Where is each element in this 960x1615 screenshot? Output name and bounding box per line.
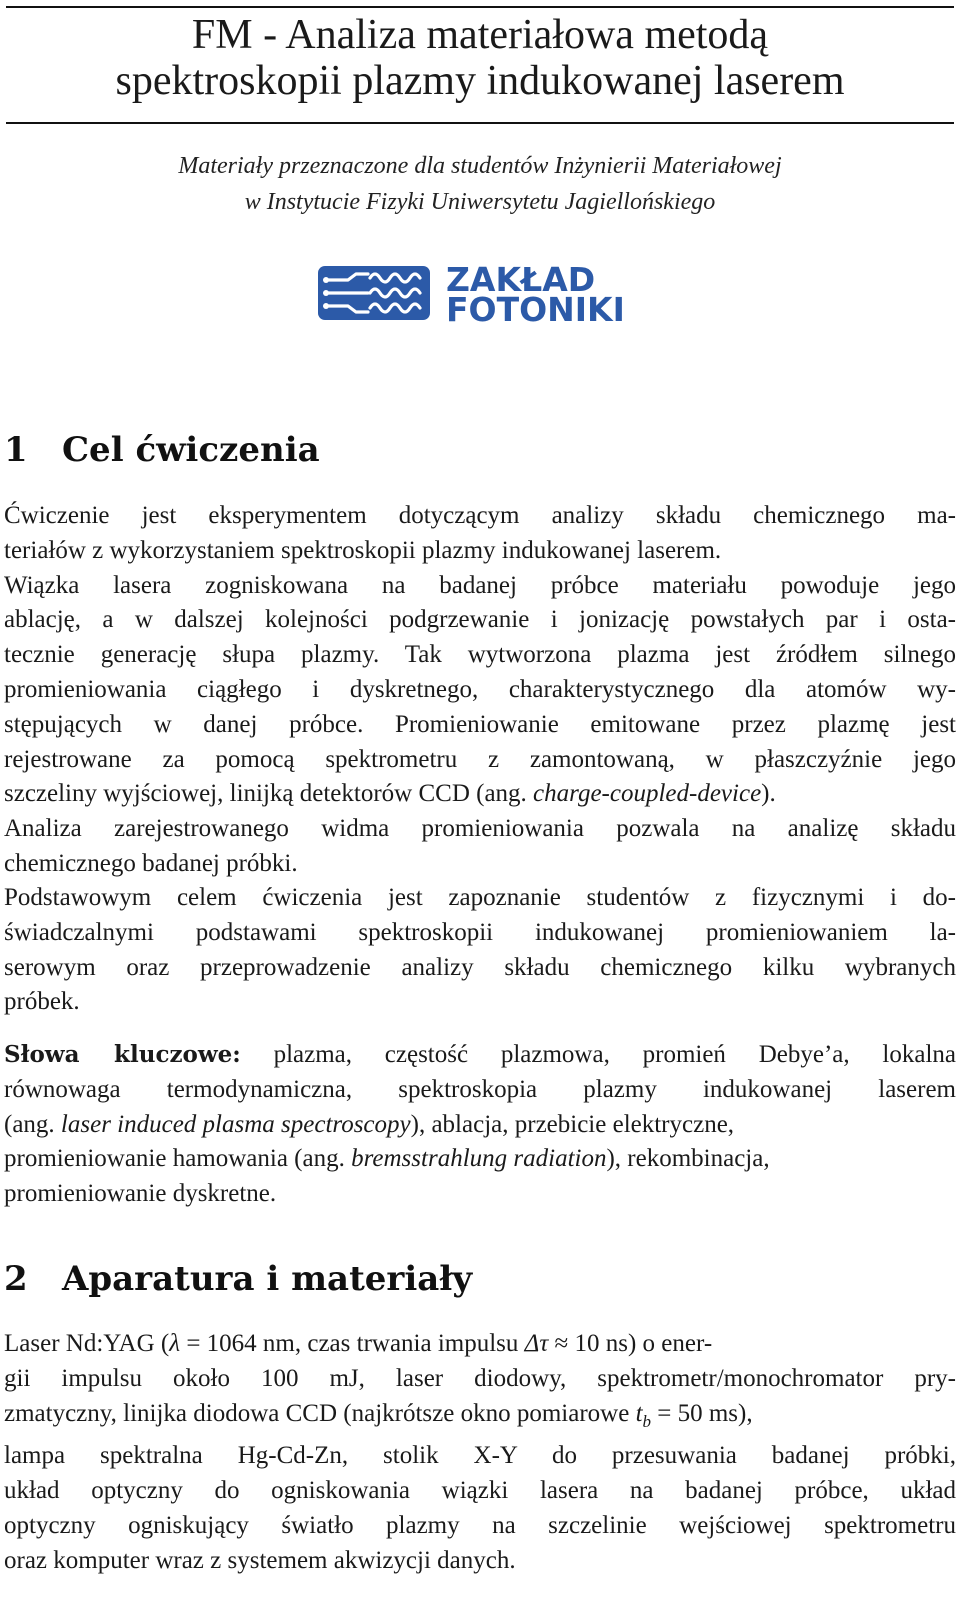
section-2-paragraph — [4, 1327, 956, 1579]
text-run: ). — [761, 780, 776, 808]
text-line: Podstawowym celem ćwiczenia jest zapoznanie studentów z fizycznymi i do- — [4, 884, 956, 911]
text-line: Ćwiczenie jest eksperymentem dotyczącym analizy składu chemicznego ma- — [4, 502, 956, 529]
subtitle-line-2: w Instytucie Fizyki Uniwersytetu Jagiellońskiego — [244, 189, 716, 215]
text-line: ablację, a w dalszej kolejności podgrzewanie i jonizację powstałych par i osta- — [4, 606, 956, 634]
text-line: rejestrowane za pomocą spektrometru z zamontowaną, w płaszczyźnie jego — [4, 745, 956, 773]
text-line: stępujących w danej próbce. Promieniowanie emitowane przez plazmę jest — [4, 710, 956, 738]
text-line: gii impulsu około 100 mJ, laser diodowy, spektrometr/monochromator pry- — [4, 1364, 956, 1392]
text-run: szczeliny wyjściowej, linijką detektorów CCD (ang. — [4, 780, 534, 808]
section-1-title: Cel ćwiczenia — [62, 430, 320, 470]
text-run: ≈ 10 ns) o ener- — [548, 1330, 713, 1357]
text-run: (ang. — [4, 1110, 61, 1138]
logo-line-2: FOTONIKI — [446, 290, 625, 329]
text-line: tecznie generację słupa plazmy. Tak wytworzona plazma jest źródłem silnego — [4, 641, 956, 669]
text-line — [4, 1327, 956, 1362]
text-line: optyczny ogniskujący światło plazmy na szczelinie wejściowej spektrometru — [4, 1511, 956, 1539]
italic-term: bremsstrahlung radiation — [351, 1145, 607, 1173]
section-2-number: 2 — [4, 1259, 28, 1299]
text-run: Laser Nd:YAG ( — [4, 1330, 170, 1357]
text-line — [4, 1108, 956, 1143]
text-line — [4, 777, 956, 812]
text-line: równowaga termodynamiczna, spektroskopia plazmy indukowanej laserem — [4, 1075, 956, 1103]
italic-term: laser induced plasma spectroscopy — [60, 1110, 411, 1138]
text-line: Analiza zarejestrowanego widma promieniowania pozwala na analizę składu — [4, 815, 956, 843]
text-line — [4, 1142, 956, 1177]
math-lambda: λ — [169, 1330, 181, 1357]
text-line: próbek. — [4, 988, 80, 1016]
section-1-heading — [4, 430, 320, 470]
text-line: serowym oraz przeprowadzenie analizy składu chemicznego kilku wybranych — [4, 953, 956, 981]
section-2-title: Aparatura i materiały — [62, 1259, 473, 1299]
text-line: Wiązka lasera zogniskowana na badanej próbce materiału powoduje jego — [4, 571, 956, 599]
keywords-label: Słowa kluczowe: — [4, 1041, 241, 1068]
document-title — [0, 12, 960, 104]
text-line: promieniowanie dyskretne. — [4, 1180, 277, 1208]
title-line-1: FM - Analiza materiałowa metodą — [191, 12, 769, 58]
text-run: = 1064 nm, czas trwania impulsu — [180, 1330, 525, 1357]
math-t: t — [635, 1399, 643, 1427]
text-line — [4, 1038, 956, 1073]
text-run: promieniowanie hamowania (ang. — [4, 1145, 352, 1173]
text-line: lampa spektralna Hg-Cd-Zn, stolik X-Y do przesuwania badanej próbki, — [4, 1442, 956, 1470]
title-line-2: spektroskopii plazmy indukowanej laserem — [115, 58, 845, 104]
text-run: ), rekombinacja, — [606, 1145, 770, 1173]
document-subtitle — [0, 148, 960, 220]
section-1-paragraph-1 — [4, 499, 956, 882]
subtitle-line-1: Materiały przeznaczone dla studentów Inżynierii Materiałowej — [178, 153, 782, 179]
text-line: promieniowania ciągłego i dyskretnego, charakterystycznego dla atomów wy- — [4, 675, 956, 703]
text-line: świadczalnymi podstawami spektroskopii indukowanej promieniowaniem la- — [4, 918, 956, 946]
text-line: teriałów z wykorzystaniem spektroskopii plazmy indukowanej laserem. — [4, 536, 722, 564]
text-run: = 50 ms), — [651, 1399, 753, 1427]
section-1-number: 1 — [4, 430, 28, 470]
logo-line-1: ZAKŁAD — [446, 260, 596, 299]
text-line: chemicznego badanej próbki. — [4, 849, 298, 877]
title-rule — [6, 122, 954, 124]
text-line: oraz komputer wraz z systemem akwizycji danych. — [4, 1546, 516, 1574]
text-line: układ optyczny do ogniskowania wiązki lasera na badanej próbce, układ — [4, 1477, 956, 1505]
math-delta-tau: Δτ — [524, 1330, 549, 1357]
math-subscript-b: b — [642, 1411, 652, 1431]
text-line — [4, 1397, 956, 1440]
text-run: ), ablacja, przebicie elektryczne, — [410, 1110, 735, 1138]
section-2-heading — [4, 1259, 472, 1299]
italic-term: charge-coupled-device — [533, 780, 762, 808]
logo-emblem-icon — [318, 262, 438, 322]
top-rule — [6, 6, 954, 8]
zaklad-fotoniki-logo — [326, 260, 626, 329]
text-run: plazma, częstość plazmowa, promień Debye’a, lokalna — [240, 1041, 957, 1068]
section-1-paragraph-2 — [4, 881, 956, 1020]
text-run: zmatyczny, linijka diodowa CCD (najkrótsze okno pomiarowe — [4, 1399, 636, 1427]
keywords-paragraph — [4, 1038, 956, 1212]
